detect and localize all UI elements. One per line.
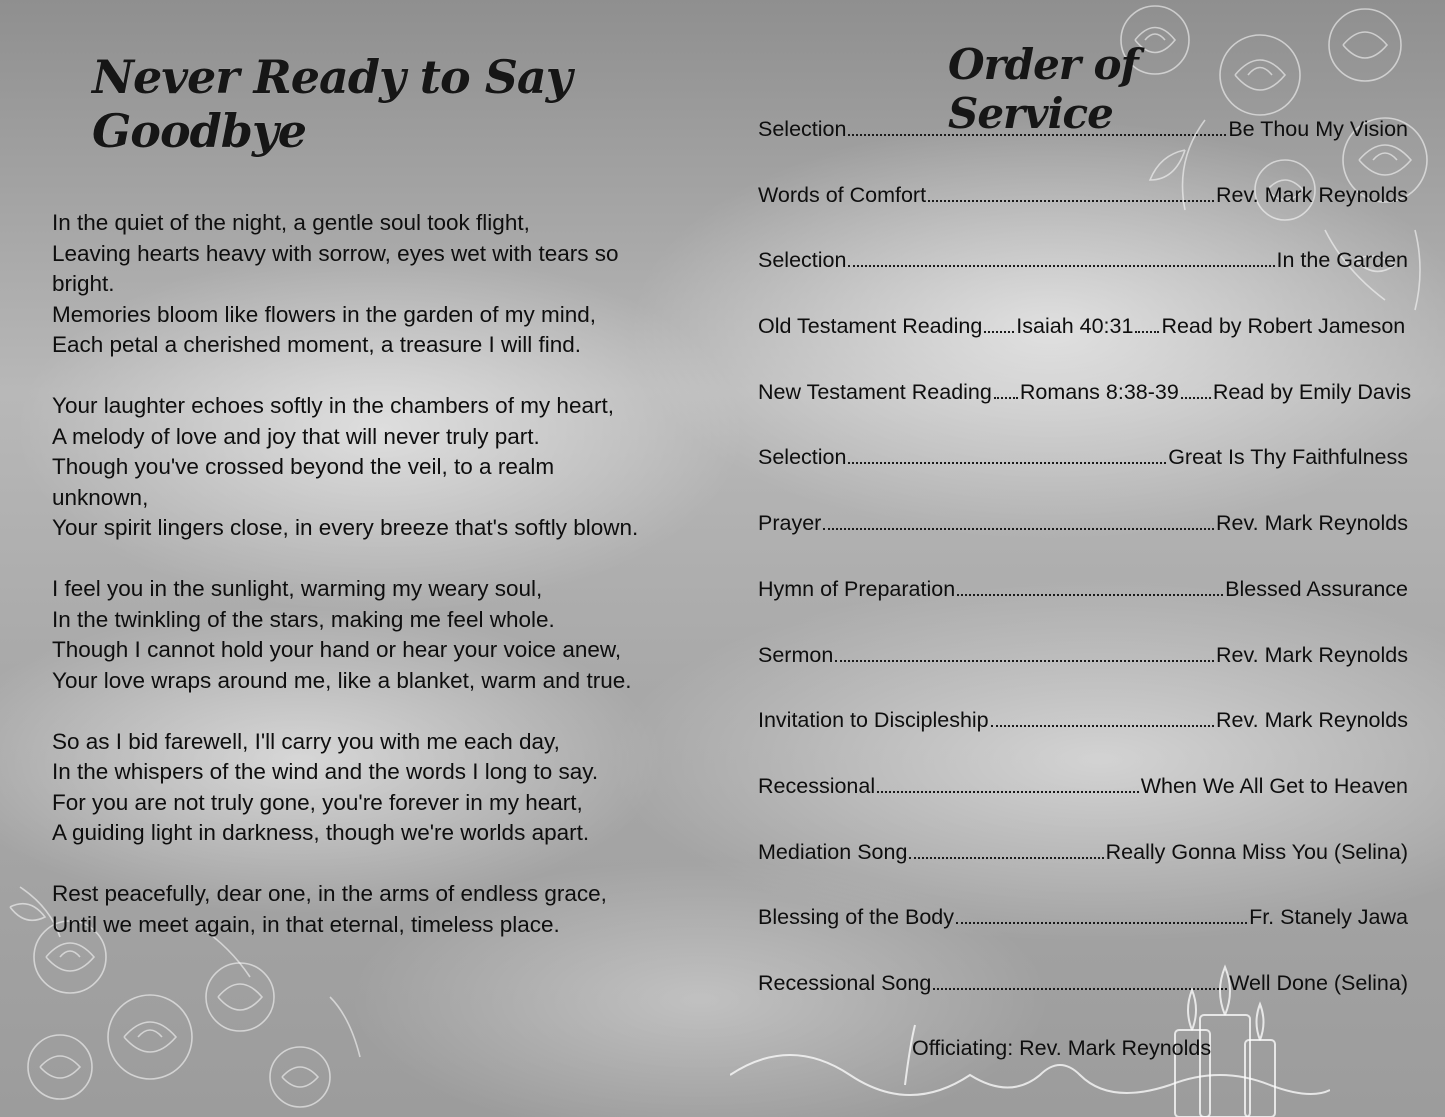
service-item-value: Rev. Mark Reynolds [1216, 182, 1408, 207]
service-item-middle: Romans 8:38-39 [1019, 379, 1179, 404]
service-item [758, 178, 1408, 244]
poem-title: Never Ready to Say Goodbye [92, 50, 572, 158]
service-item [758, 572, 1408, 638]
service-item [758, 309, 1408, 375]
service-item [758, 375, 1412, 441]
dot-leader [909, 835, 1103, 859]
dot-leader [1181, 375, 1211, 399]
poem-line: Memories bloom like flowers in the garden of my mind, [52, 301, 596, 327]
service-item [758, 966, 1408, 1032]
service-item-label: Selection [758, 248, 847, 273]
dot-leader [848, 243, 1274, 267]
poem-stanza [52, 727, 702, 849]
dot-leader [933, 966, 1227, 990]
poem-stanza [52, 391, 702, 544]
poem-line: Until we meet again, in that eternal, timeless place. [52, 911, 560, 937]
service-item-label: New Testament Reading [758, 379, 992, 404]
service-item-label: Prayer [758, 511, 822, 536]
service-item-middle: Isaiah 40:31 [1016, 314, 1134, 339]
service-item-label: Blessing of the Body [758, 905, 955, 930]
dot-leader [994, 375, 1018, 399]
poem-line: So as I bid farewell, I'll carry you with me each day, [52, 728, 560, 754]
poem-line: Leaving hearts heavy with sorrow, eyes wet with tears so [52, 240, 619, 266]
service-item [758, 638, 1408, 704]
dot-leader [991, 703, 1214, 727]
service-item-label: Invitation to Discipleship [758, 708, 989, 733]
officiating-line: Officiating: Rev. Mark Reynolds [912, 1036, 1212, 1060]
service-item-label: Words of Comfort [758, 182, 927, 207]
poem-line: unknown, [52, 484, 149, 510]
dot-leader [823, 506, 1214, 530]
service-item [758, 900, 1408, 966]
dot-leader [957, 572, 1223, 596]
dot-leader [928, 178, 1214, 202]
service-item-value: Really Gonna Miss You (Selina) [1105, 839, 1408, 864]
service-item-value: Be Thou My Vision [1228, 117, 1408, 141]
service-item-label: Recessional Song [758, 970, 932, 995]
poem-line: In the whispers of the wind and the words I long to say. [52, 759, 599, 784]
service-item [758, 835, 1408, 901]
service-item-label: Sermon [758, 642, 834, 667]
service-item [758, 769, 1408, 835]
service-item [758, 243, 1408, 309]
service-item [758, 506, 1408, 572]
service-item-label: Hymn of Preparation [758, 576, 956, 601]
service-item-label: Selection [758, 445, 847, 470]
service-item-value: Great Is Thy Faithfulness [1168, 445, 1408, 470]
service-item [758, 440, 1408, 506]
poem-line: A guiding light in darkness, though we're worlds apart. [52, 820, 590, 845]
poem-line: Rest peacefully, dear one, in the arms of endless grace, [52, 881, 607, 906]
service-item-value: When We All Get to Heaven [1140, 773, 1408, 798]
poem-line: Your love wraps around me, like a blanket, warm and true. [52, 667, 632, 693]
order-of-service-title: Order of Service [948, 40, 1138, 138]
dot-leader [848, 440, 1166, 464]
poem-line: Your spirit lingers close, in every breeze that's softly blown. [52, 515, 639, 540]
poem-line: Your laughter echoes softly in the chambers of my heart, [52, 393, 614, 418]
poem-stanza [52, 574, 702, 696]
poem-line: Each petal a cherished moment, a treasure I will find. [52, 332, 582, 357]
dot-leader [1135, 309, 1159, 333]
service-item-label: Old Testament Reading [758, 314, 983, 339]
dot-leader [835, 638, 1214, 662]
poem-line: I feel you in the sunlight, warming my weary soul, [52, 576, 543, 601]
dot-leader [956, 900, 1247, 924]
service-item-label: Mediation Song [758, 839, 908, 864]
service-item-label: Recessional [758, 773, 876, 798]
poem-line: bright. [52, 271, 115, 296]
service-item-label: Selection [758, 117, 847, 141]
service-item [758, 112, 1408, 178]
poem-line: Though you've crossed beyond the veil, to a realm [52, 454, 555, 479]
poem-line: Though I cannot hold your hand or hear your voice anew, [52, 637, 622, 662]
service-item-value: Well Done (Selina) [1229, 970, 1408, 995]
service-item-value: In the Garden [1276, 248, 1408, 273]
poem-line: A melody of love and joy that will never truly part. [52, 423, 540, 449]
service-item-value: Rev. Mark Reynolds [1216, 511, 1408, 536]
service-item-value: Read by Emily Davis [1212, 379, 1412, 404]
service-item-value: Blessed Assurance [1225, 576, 1408, 601]
order-of-service-list [758, 112, 1412, 1032]
service-item-value: Read by Robert Jameson [1161, 314, 1406, 339]
service-item-value: Rev. Mark Reynolds [1216, 642, 1408, 667]
poem-body [52, 208, 702, 940]
service-item [758, 703, 1408, 769]
dot-leader [848, 112, 1226, 136]
poem-line: For you are not truly gone, you're forever in my heart, [52, 789, 583, 815]
service-item-value: Fr. Stanely Jawa [1249, 905, 1408, 930]
poem-stanza [52, 208, 702, 361]
service-item-value: Rev. Mark Reynolds [1216, 708, 1408, 733]
poem-line: In the quiet of the night, a gentle soul took flight, [52, 210, 530, 235]
dot-leader [877, 769, 1139, 793]
poem-stanza [52, 879, 702, 940]
poem-line: In the twinkling of the stars, making me feel whole. [52, 606, 555, 632]
dot-leader [984, 309, 1014, 333]
